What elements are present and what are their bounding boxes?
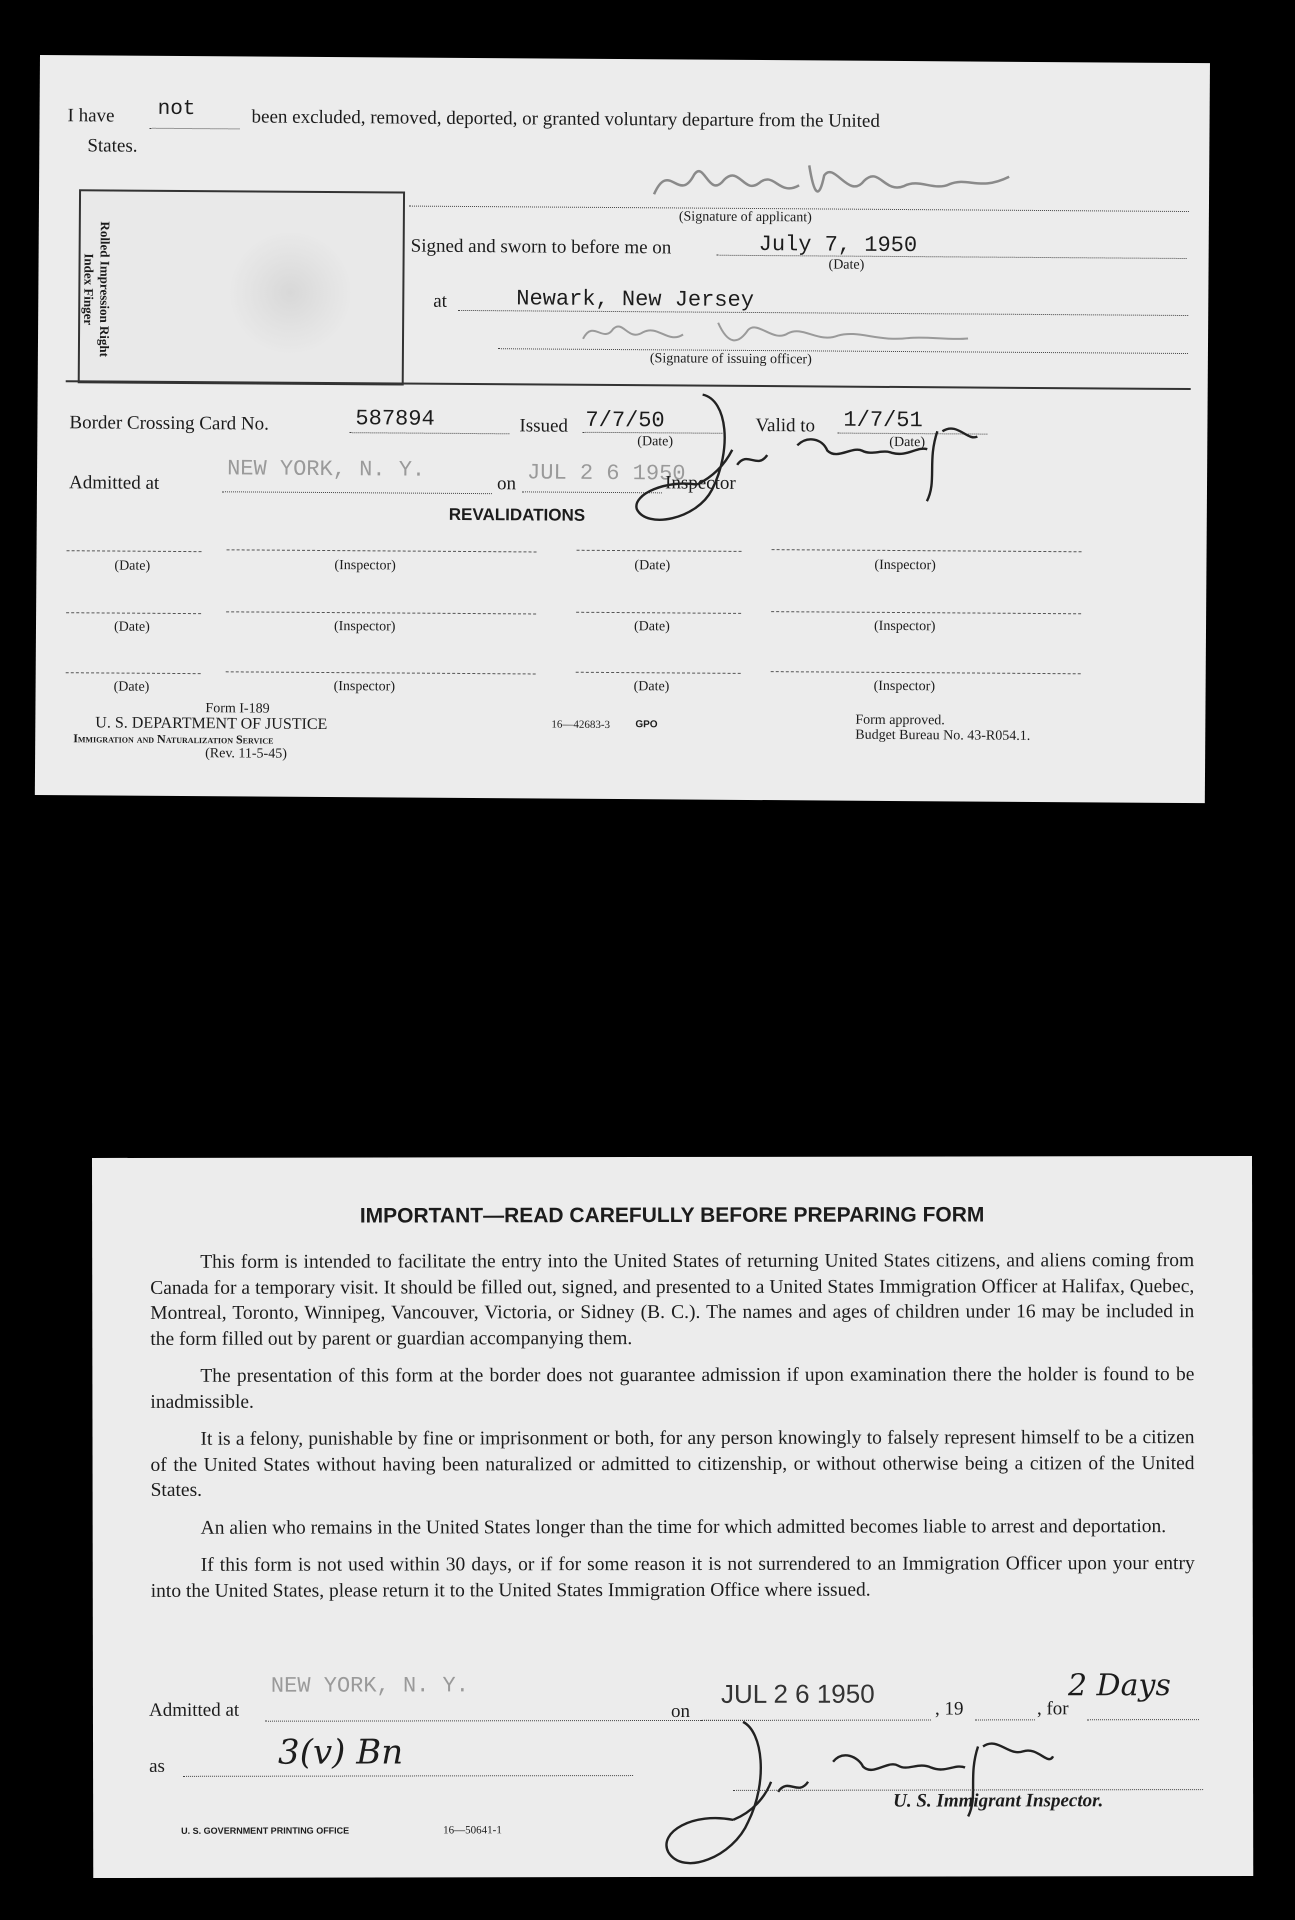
applicant-signature [649, 154, 1029, 212]
inspector-signature [607, 389, 1008, 542]
important-heading: IMPORTANT—READ CAREFULLY BEFORE PREPARING FORM [359, 1203, 985, 1228]
budget-bureau: Budget Bureau No. 43-R054.1. [855, 727, 1031, 744]
sworn-date: July 7, 1950 [758, 232, 918, 259]
border-crossing-card-front [35, 55, 1210, 803]
instructions [92, 1248, 1253, 1616]
sworn-label: Signed and sworn to before me on [410, 235, 672, 259]
for-label: , for [1036, 1698, 1069, 1720]
reval-inspector-1b: (Inspector) [874, 557, 936, 574]
print-code: 16—50641-1 [443, 1824, 502, 1837]
reval-inspector-2b: (Inspector) [873, 618, 936, 635]
reval-date-3b: (Date) [633, 679, 670, 695]
reval-date-2b: (Date) [633, 619, 670, 635]
reval-date-2a: (Date) [113, 619, 150, 635]
instruction-paragraph-4: An alien who remains in the United States longer than the time for which admitted becomes liable to arrest and deportation. [200, 1515, 1167, 1539]
admitted-stamp: NEW YORK, N. Y. [227, 456, 426, 483]
reval-date-1b: (Date) [634, 558, 671, 574]
gpo-mark: GPO [635, 719, 658, 731]
admitted-stamp: NEW YORK, N. Y. [270, 1673, 469, 1699]
instruction-paragraph-1: This form is intended to facilitate the entry into the United States of returning United States citizens, and aliens coming from Canada for a temporary visit. It should be filled out, signed, and presented to a United States Immigration Officer at Halifax, Quebec, Montreal, Toronto, Winnipeg, Vancouver, Victoria, or Sidney (B. C.). The names and ages of children under 16 may be included in the form filled out by parent or guardian accompanying them. [150, 1250, 1195, 1350]
excluded-statement-end: States. [87, 135, 138, 157]
reval-inspector-3a: (Inspector) [333, 679, 396, 695]
issued-date-label: (Date) [637, 434, 674, 450]
on-stamp: JUL 2 6 1950 [720, 1678, 875, 1709]
revision: (Rev. 11-5-45) [205, 746, 287, 762]
reval-inspector-2a: (Inspector) [333, 619, 396, 635]
instruction-paragraph-2: The presentation of this form at the border does not guarantee admission if upon examination there the holder is found to be inadmissible. [150, 1364, 1195, 1413]
admitted-label: Admitted at [148, 1699, 240, 1721]
on-label: on [496, 473, 517, 495]
issued-label: Issued [519, 415, 569, 437]
inspector-title: U. S. Immigrant Inspector. [893, 1790, 1104, 1812]
admitted-label: Admitted at [68, 472, 160, 494]
department: U. S. DEPARTMENT OF JUSTICE [95, 714, 328, 734]
signature-officer-label: (Signature of issuing officer) [649, 351, 812, 368]
excluded-prefix: I have [67, 105, 115, 127]
as-value: 3(v) Bn [278, 1732, 404, 1773]
card-no-label: Border Crossing Card No. [69, 412, 269, 435]
card-no-value: 587894 [355, 406, 435, 432]
valid-label: Valid to [755, 415, 816, 437]
form-number: Form I-189 [205, 701, 270, 717]
form-approved: Form approved. [855, 712, 945, 729]
revalidations-title: REVALIDATIONS [448, 504, 586, 525]
fingerprint-box [78, 189, 405, 385]
fingerprint-impression [230, 232, 351, 353]
service: Immigration and Naturalization Service [73, 731, 274, 747]
at-value: Newark, New Jersey [516, 286, 755, 313]
reval-inspector-3b: (Inspector) [873, 678, 936, 695]
fingerprint-label: Rolled Impression Right Index Finger [81, 221, 113, 358]
for-value: 2 Days [1067, 1668, 1171, 1704]
gpo-imprint: U. S. GOVERNMENT PRINTING OFFICE [181, 1825, 350, 1836]
issued-value: 7/7/50 [585, 407, 665, 434]
reval-inspector-1a: (Inspector) [334, 558, 396, 574]
at-label: at [433, 290, 448, 312]
border-crossing-card-back [92, 1156, 1253, 1878]
inspector-label: Inspector [664, 472, 736, 494]
signature-applicant-label: (Signature of applicant) [678, 209, 812, 226]
on-label: on [670, 1700, 690, 1722]
as-label: as [149, 1755, 165, 1777]
excluded-statement: been excluded, removed, deported, or granted voluntary departure from the United [251, 106, 880, 132]
sworn-date-label: (Date) [828, 257, 865, 273]
reval-date-3a: (Date) [113, 679, 150, 695]
on-stamp: JUL 2 6 1950 [527, 460, 686, 487]
print-code: 16—42683-3 [551, 718, 611, 731]
valid-value: 1/7/51 [843, 407, 923, 434]
year-label: , 19 [934, 1698, 964, 1720]
excluded-value: not [157, 97, 196, 122]
reval-date-1a: (Date) [114, 558, 151, 574]
instruction-paragraph-5: If this form is not used within 30 days, or if for some reason it is not surrendered to an Immigration Officer upon your entry into the United States, please return it to the United States Immigration Office where issued. [150, 1553, 1195, 1602]
valid-date-label: (Date) [889, 434, 926, 451]
instruction-paragraph-3: It is a felony, punishable by fine or imprisonment or both, for any person knowingly to falsely represent himself to be a citizen of the United States without having been naturalized or admitted to citizenship, or without otherwise being a citizen of the United States. [150, 1427, 1195, 1501]
